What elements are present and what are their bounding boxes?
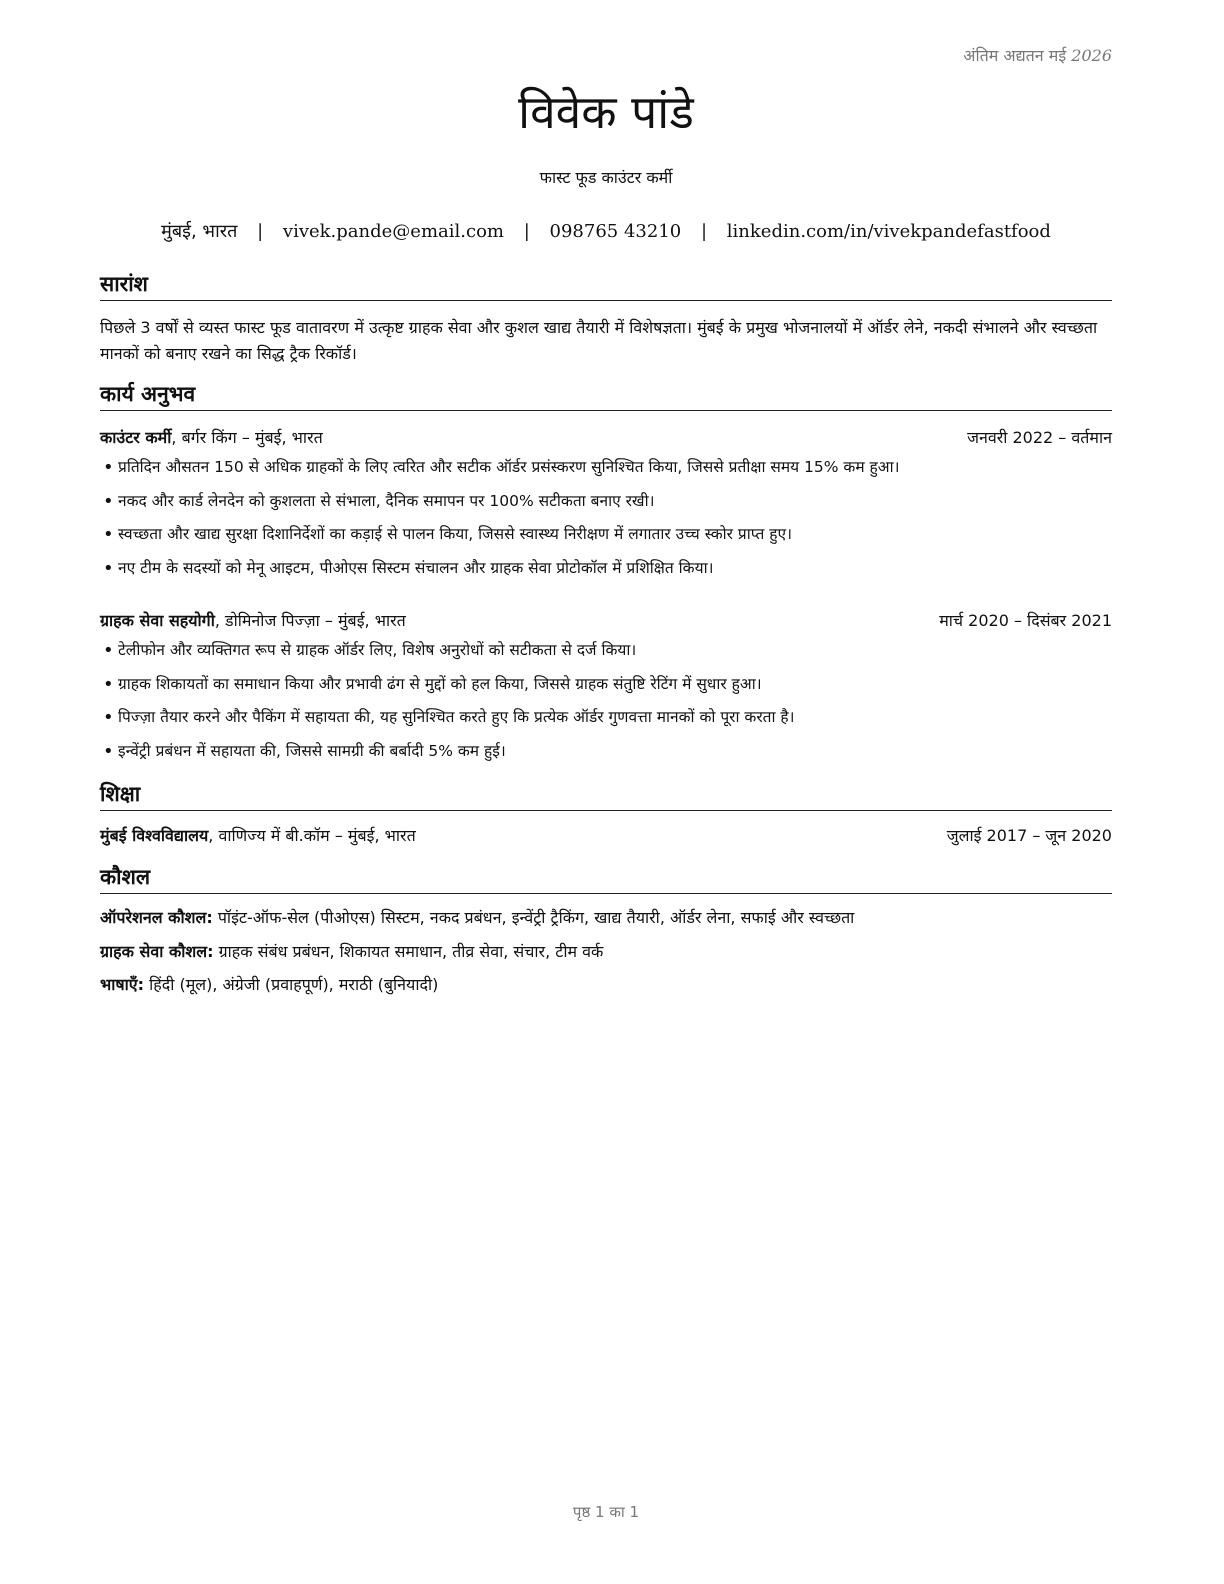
summary-text: पिछले 3 वर्षों से व्यस्त फास्ट फूड वातावरण में उत्कृष्ट ग्राहक सेवा और कुशल खाद्य तैयारी में विशेषज्ञता। मुंबई के प्रमुख भोजनालयों में ऑर्डर लेने, नकदी संभालने और स्वच्छता मानकों को बनाए रखने का सिद्ध ट्रैक रिकॉर्ड।: [100, 318, 1098, 363]
resume-page: [100, 0, 1112, 1584]
skill-label: ग्राहक सेवा कौशल:: [100, 941, 214, 961]
list-item: • टेलीफोन और व्यक्तिगत रूप से ग्राहक ऑर्डर लिए, विशेष अनुरोधों को सटीकता से दर्ज किया।: [100, 634, 1112, 668]
list-item: • स्वच्छता और खाद्य सुरक्षा दिशानिर्देशों का कड़ाई से पालन किया, जिससे स्वास्थ्य निरीक्षण में लगातार उच्च स्कोर प्राप्त हुए।: [100, 518, 1112, 552]
page-number: पृष्ठ 1 का 1: [572, 1503, 640, 1521]
skill-line: [100, 935, 1112, 969]
skill-value: पॉइंट-ऑफ-सेल (पीओएस) सिस्टम, नकद प्रबंधन, इन्वेंट्री ट्रैकिंग, खाद्य तैयारी, ऑर्डर लेना, सफाई और स्वच्छता: [212, 908, 855, 927]
job-role: ग्राहक सेवा सहयोगी: [100, 611, 215, 630]
job-role: काउंटर कर्मी: [100, 428, 172, 447]
list-item: • प्रतिदिन औसतन 150 से अधिक ग्राहकों के लिए त्वरित और सटीक ऑर्डर प्रसंस्करण सुनिश्चित किया, जिससे प्रतीक्षा समय 15% कम हुआ।: [100, 451, 1112, 485]
skill-line: [100, 901, 1112, 935]
section-title: कौशल: [100, 863, 1112, 894]
job-dates: मार्च 2020 – दिसंबर 2021: [939, 611, 1112, 630]
skills-section: [100, 863, 1112, 1002]
list-item: • इन्वेंट्री प्रबंधन में सहायता की, जिससे सामग्री की बर्बादी 5% कम हुई।: [100, 735, 1112, 769]
contact-line: [100, 219, 1112, 243]
contact-location: मुंबई, भारत: [161, 221, 238, 242]
candidate-name: विवेक पांडे: [518, 85, 694, 139]
job-dates: जनवरी 2022 – वर्तमान: [967, 428, 1112, 447]
skills-list: [100, 901, 1112, 1002]
education-detail: , वाणिज्य में बी.कॉम – मुंबई, भारत: [208, 826, 416, 845]
section-title: कार्य अनुभव: [100, 380, 1112, 411]
job-entry: [100, 425, 1112, 585]
section-title: सारांश: [100, 270, 1112, 301]
candidate-role: फास्ट फूड काउंटर कर्मी: [539, 168, 673, 187]
experience-section: [100, 380, 1112, 768]
contact-separator: |: [700, 221, 708, 242]
list-item: • नकद और कार्ड लेनदेन को कुशलता से संभाला, दैनिक समापन पर 100% सटीकता बनाए रखी।: [100, 485, 1112, 519]
last-updated: [963, 44, 1112, 66]
job-employer: , डोमिनोज पिज्ज़ा – मुंबई, भारत: [214, 611, 406, 630]
last-updated-year: 2026: [1071, 46, 1112, 65]
education-entry: [100, 823, 1112, 849]
contact-phone[interactable]: 098765 43210: [549, 221, 682, 242]
list-item: • पिज्ज़ा तैयार करने और पैकिंग में सहायता की, यह सुनिश्चित करते हुए कि प्रत्येक ऑर्डर गुणवत्ता मानकों को पूरा करता है।: [100, 701, 1112, 735]
contact-email[interactable]: vivek.pande@email.com: [282, 221, 504, 242]
education-dates: जुलाई 2017 – जून 2020: [946, 826, 1112, 845]
job-employer: , बर्गर किंग – मुंबई, भारत: [171, 428, 323, 447]
section-title: शिक्षा: [100, 780, 1112, 811]
summary-section: [100, 270, 1112, 367]
skill-label: ऑपरेशनल कौशल:: [100, 908, 213, 927]
education-section: [100, 780, 1112, 849]
skill-label: भाषाएँ:: [100, 975, 145, 994]
job-bullets: [100, 634, 1112, 768]
contact-linkedin[interactable]: linkedin.com/in/vivekpandefastfood: [726, 221, 1051, 242]
job-header: [100, 608, 1112, 634]
list-item: • नए टीम के सदस्यों को मेनू आइटम, पीओएस सिस्टम संचालन और ग्राहक सेवा प्रोटोकॉल में प्रशिक्षित किया।: [100, 552, 1112, 586]
skill-line: [100, 968, 1112, 1002]
last-updated-label: अंतिम अद्यतन मई: [963, 46, 1067, 65]
contact-separator: |: [257, 221, 264, 242]
job-bullets: [100, 451, 1112, 585]
skill-value: हिंदी (मूल), अंग्रेजी (प्रवाहपूर्ण), मराठी (बुनियादी): [144, 975, 439, 994]
contact-separator: |: [523, 221, 530, 242]
education-institution: मुंबई विश्वविद्यालय: [100, 826, 209, 845]
list-item: • ग्राहक शिकायतों का समाधान किया और प्रभावी ढंग से मुद्दों को हल किया, जिससे ग्राहक संतुष्टि रेटिंग में सुधार हुआ।: [100, 668, 1112, 702]
job-entry: [100, 608, 1112, 768]
job-header: [100, 425, 1112, 451]
skill-value: ग्राहक संबंध प्रबंधन, शिकायत समाधान, तीव्र सेवा, संचार, टीम वर्क: [213, 941, 604, 961]
